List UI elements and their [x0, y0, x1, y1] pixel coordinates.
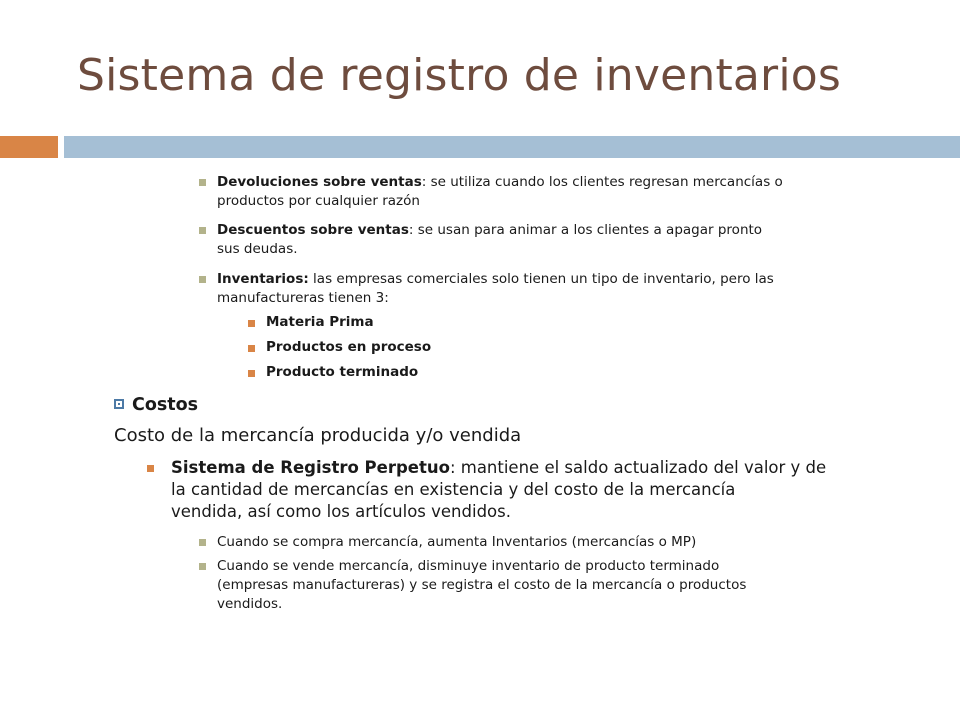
- venta-line-3: vendidos.: [217, 596, 283, 612]
- desc-devoluciones-2: productos por cualquier razón: [217, 193, 420, 209]
- list-item-devoluciones: [217, 173, 937, 211]
- slide-title: Sistema de registro de inventarios: [77, 50, 842, 101]
- bullet-square-icon: [199, 276, 206, 283]
- desc-descuentos-2: sus deudas.: [217, 241, 298, 257]
- list-item-perpetuo: [171, 457, 941, 523]
- bullet-square-icon: [248, 320, 255, 327]
- subitem-label: Producto terminado: [266, 364, 419, 380]
- perpetuo-line-2: la cantidad de mercancías en existencia y del costo de la mercancía: [171, 480, 736, 499]
- desc-devoluciones: : se utiliza cuando los clientes regresan mercancías o: [421, 174, 783, 190]
- subheading-costo: Costo de la mercancía producida y/o vendida: [114, 425, 522, 446]
- list-item-inventarios: [217, 270, 937, 308]
- square-bullet-icon: [114, 399, 124, 409]
- bullet-square-icon: [147, 465, 154, 472]
- bullet-square-icon: [199, 179, 206, 186]
- bullet-square-icon: [199, 227, 206, 234]
- section-costos: Costos: [132, 395, 199, 415]
- subitem-materia-prima: [266, 313, 374, 332]
- desc-inventarios: las empresas comerciales solo tienen un tipo de inventario, pero las: [308, 271, 774, 287]
- term-devoluciones: Devoluciones sobre ventas: [217, 174, 422, 190]
- list-item-venta: [217, 557, 937, 614]
- desc-descuentos: : se usan para animar a los clientes a apagar pronto: [408, 222, 763, 238]
- bullet-square-icon: [199, 563, 206, 570]
- subitem-label: Materia Prima: [266, 314, 374, 330]
- bullet-square-icon: [199, 539, 206, 546]
- compra-line-1: Cuando se compra mercancía, aumenta Inventarios (mercancías o MP): [217, 534, 697, 550]
- subitem-producto-terminado: [266, 363, 418, 382]
- list-item-descuentos: [217, 221, 937, 259]
- subitem-label: Productos en proceso: [266, 339, 432, 355]
- desc-inventarios-2: manufactureras tienen 3:: [217, 290, 389, 306]
- bullet-square-icon: [248, 370, 255, 377]
- list-item-compra: [217, 533, 937, 552]
- venta-line-2: (empresas manufactureras) y se registra el costo de la mercancía o productos: [217, 577, 747, 593]
- term-inventarios: Inventarios:: [217, 271, 309, 287]
- bullet-square-icon: [248, 345, 255, 352]
- perpetuo-line-3: vendida, así como los artículos vendidos.: [171, 502, 511, 521]
- venta-line-1: Cuando se vende mercancía, disminuye inventario de producto terminado: [217, 558, 720, 574]
- term-descuentos: Descuentos sobre ventas: [217, 222, 409, 238]
- perpetuo-line-1: : mantiene el saldo actualizado del valor y de: [449, 458, 827, 477]
- term-perpetuo: Sistema de Registro Perpetuo: [171, 458, 450, 477]
- subitem-productos-proceso: [266, 338, 431, 357]
